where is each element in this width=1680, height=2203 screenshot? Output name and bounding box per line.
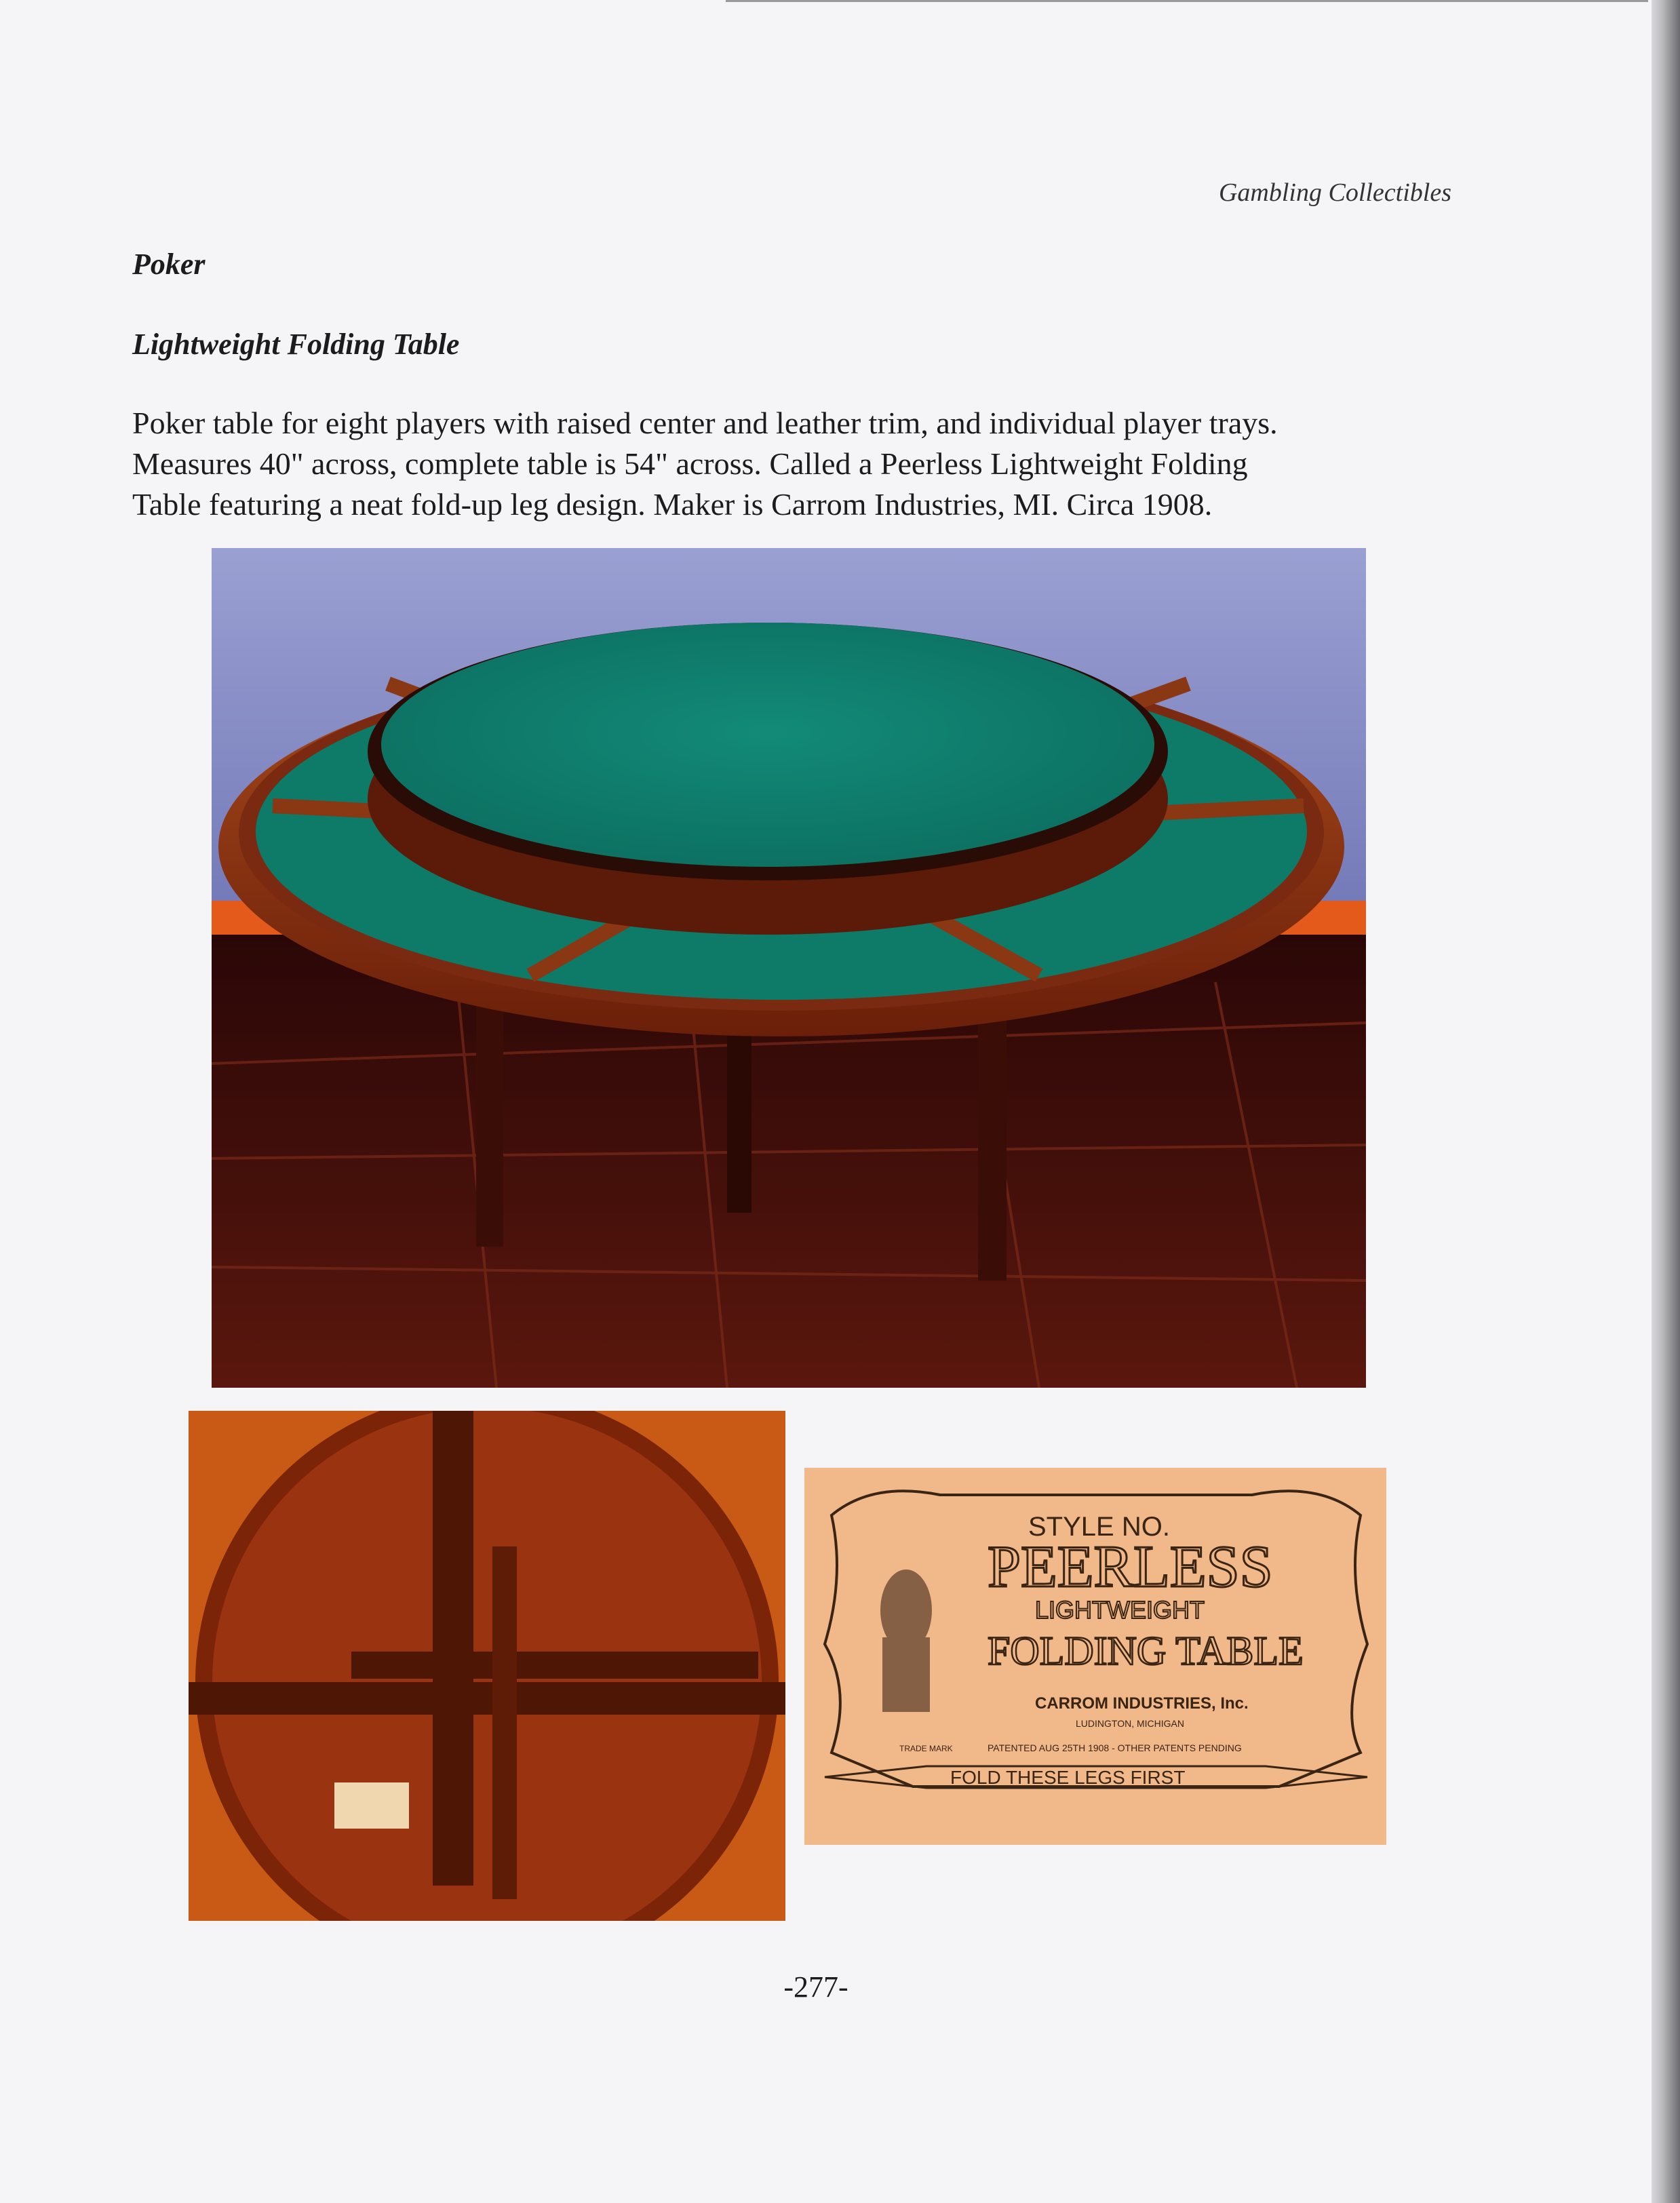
subtitle-text: LIGHTWEIGHT — [1035, 1596, 1205, 1624]
running-head: Gambling Collectibles — [1218, 178, 1451, 207]
patent-text: PATENTED AUG 25TH 1908 - OTHER PATENTS PENDING — [988, 1742, 1242, 1753]
description-line: Measures 40" across, complete table is 54" across. Called a Peerless Lightweight Folding — [132, 446, 1248, 481]
item-description — [132, 403, 1489, 525]
top-rule — [726, 0, 1648, 2]
photo-poker-table — [212, 548, 1366, 1388]
description-line: Table featuring a neat fold-up leg design. Maker is Carrom Industries, MI. Circa 1908. — [132, 487, 1213, 522]
label-card-thumbnail — [334, 1782, 409, 1829]
page-number: -277- — [783, 1970, 848, 2004]
section-title: Poker — [132, 248, 206, 281]
style-no-text: STYLE NO. — [1028, 1512, 1170, 1542]
brand-text: PEERLESS — [988, 1534, 1273, 1600]
underside-illustration — [189, 1411, 785, 1921]
item-title: Lightweight Folding Table — [132, 328, 460, 361]
photo-table-underside — [189, 1411, 785, 1921]
poker-table-illustration — [212, 548, 1366, 1388]
maker-text: CARROM INDUSTRIES, Inc. — [1035, 1694, 1249, 1713]
label-card-illustration — [804, 1468, 1386, 1845]
instruction-text: FOLD THESE LEGS FIRST — [950, 1767, 1186, 1788]
photo-label-card — [804, 1468, 1386, 1845]
description-line: Poker table for eight players with raised center and leather trim, and individual player trays. — [132, 406, 1278, 440]
trade-mark-text: TRADE MARK — [899, 1744, 953, 1753]
location-text: LUDINGTON, MICHIGAN — [1076, 1718, 1184, 1729]
page-edge-shadow — [1652, 0, 1680, 2203]
product-text: FOLDING TABLE — [988, 1629, 1304, 1673]
